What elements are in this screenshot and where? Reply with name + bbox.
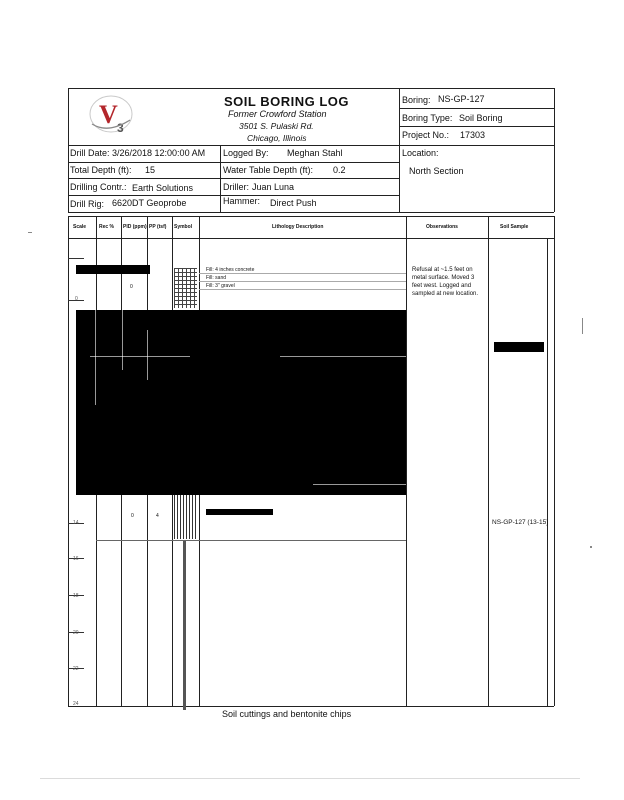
- site-name: Former Crowford Station: [228, 109, 327, 119]
- col-rec: Rec %: [99, 224, 115, 230]
- logged-by-label: Logged By:: [223, 148, 269, 158]
- hammer-value: Direct Push: [270, 198, 317, 208]
- symbol-fill-hatch: [174, 268, 197, 308]
- drilling-contr-value: Earth Solutions: [132, 183, 194, 193]
- hammer-label: Hammer:: [223, 196, 261, 206]
- borehole-line: [183, 540, 186, 710]
- observation-refusal: Refusal at ~1.5 feet on metal surface. Moved 3 feet west. Logged and sampled at new location.: [412, 267, 479, 297]
- site-city: Chicago, Illinois: [247, 133, 307, 143]
- redaction-block-main: [76, 310, 406, 495]
- project-label: Project No.:: [402, 130, 450, 140]
- col-symbol: Symbol: [174, 224, 193, 230]
- scale-16: 16: [73, 556, 79, 562]
- lithology-fill-1: Fill: 4 inches concrete: [206, 267, 255, 273]
- col-soil-sample: Soil Sample: [500, 224, 529, 230]
- svg-text:3: 3: [117, 121, 124, 135]
- drill-date-value: 3/26/2018 12:00:00 AM: [112, 148, 206, 158]
- location-value: North Section: [409, 166, 464, 176]
- scale-14: 14: [73, 520, 79, 526]
- redaction-block-sample: [494, 342, 544, 352]
- project-value: 17303: [460, 130, 486, 140]
- pid-row-2: 0: [131, 513, 134, 519]
- redaction-block-lithology: [206, 509, 273, 515]
- boring-label: Boring:: [402, 95, 431, 105]
- water-table-value: 0.2: [333, 165, 346, 175]
- boring-type-value: Soil Boring: [459, 113, 503, 123]
- scale-22: 22: [73, 666, 79, 672]
- boring-value: NS-GP-127: [438, 94, 485, 104]
- col-pp: PP (tsf): [149, 224, 167, 230]
- scale-0: 0: [75, 296, 78, 302]
- scale-18: 18: [73, 593, 79, 599]
- col-observations: Observations: [426, 224, 458, 230]
- log-title: SOIL BORING LOG: [224, 94, 349, 109]
- backfill-note: Soil cuttings and bentonite chips: [222, 709, 352, 719]
- drill-rig-value: 6620DT Geoprobe: [112, 198, 187, 208]
- drill-rig-label: Drill Rig:: [70, 199, 105, 209]
- svg-text:V: V: [99, 100, 118, 129]
- water-table-label: Water Table Depth (ft):: [223, 165, 314, 175]
- total-depth-value: 15: [145, 165, 156, 175]
- scale-24: 24: [73, 701, 79, 707]
- pp-row-2: 4: [156, 513, 159, 519]
- col-scale: Scale: [73, 224, 87, 230]
- driller-label: Driller:: [223, 182, 249, 192]
- boring-type-label: Boring Type:: [402, 113, 453, 123]
- soil-sample-1: NS-GP-127 (13-15): [492, 519, 549, 526]
- pid-row-1: 0: [130, 284, 133, 290]
- lithology-fill-2: Fill: sand: [206, 275, 227, 281]
- scale-20: 20: [73, 630, 79, 636]
- site-address: 3501 S. Pulaski Rd.: [239, 121, 314, 131]
- logged-by-value: Meghan Stahl: [287, 148, 343, 158]
- redaction-block-small: [76, 265, 150, 274]
- total-depth-label: Total Depth (ft):: [70, 165, 132, 175]
- location-label: Location:: [402, 148, 439, 158]
- drilling-contr-label: Drilling Contr.:: [70, 182, 127, 192]
- symbol-clay-hatch: [174, 494, 197, 539]
- col-lithology: Lithology Description: [272, 224, 324, 230]
- drill-date-label: Drill Date:: [70, 148, 110, 158]
- col-pid: PID (ppm): [123, 224, 147, 230]
- company-logo: [88, 94, 134, 138]
- driller-value: Juan Luna: [252, 182, 295, 192]
- lithology-fill-3: Fill: 3" gravel: [206, 283, 235, 289]
